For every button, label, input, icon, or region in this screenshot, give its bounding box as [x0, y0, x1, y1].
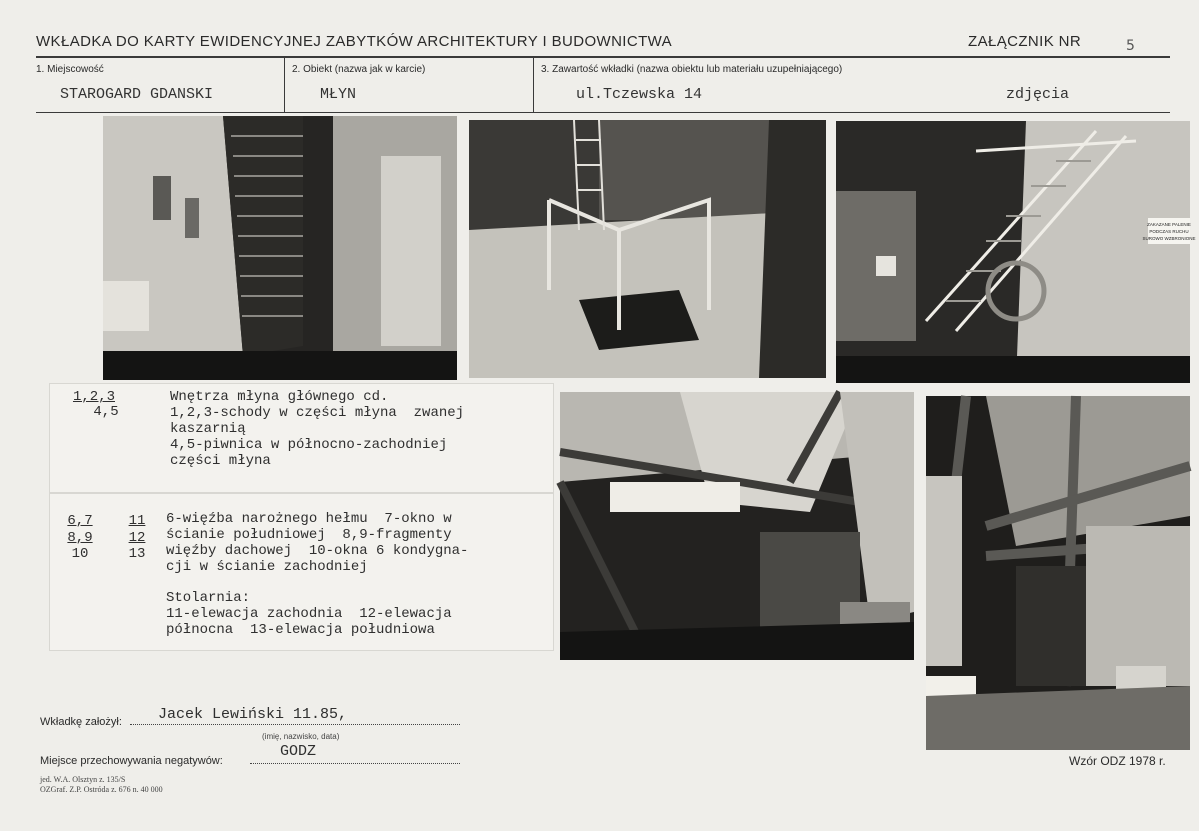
created-hint: (imię, nazwisko, data) — [262, 732, 340, 741]
annex-label: ZAŁĄCZNIK NR — [968, 33, 1082, 50]
object-label: 2. Obiekt (nazwa jak w karcie) — [292, 64, 426, 75]
photo-3 — [836, 121, 1196, 383]
form-title: WKŁADKA DO KARTY EWIDENCYJNEJ ZABYTKÓW ARCHITEKTURY I BUDOWNICTWA — [36, 33, 673, 50]
storage-line — [250, 763, 460, 764]
caption-1-ref-top: 1,2,3 — [72, 389, 115, 405]
caption-1-line-5: części młyna — [170, 453, 271, 469]
object-value: MŁYN — [320, 86, 357, 103]
caption-2-ref-left-1: 6,7 — [67, 513, 93, 529]
fields-bottom-rule — [36, 112, 1170, 113]
print-note-1: jed. W.A. Olsztyn z. 135/S — [40, 775, 126, 784]
caption-1-ref-bottom: 4,5 — [93, 404, 119, 420]
created-value: Jacek Lewiński 11.85, — [158, 706, 348, 723]
caption-2-line-2: ścianie południowej 8,9-fragmenty — [166, 527, 452, 543]
caption-2-line-4: cji w ścianie zachodniej — [166, 559, 368, 575]
content-label: 3. Zawartość wkładki (nazwa obiektu lub materiału uzupełniającego) — [541, 64, 843, 75]
content-type: zdjęcia — [1006, 86, 1070, 103]
field-separator-1 — [284, 58, 285, 112]
annex-number: 5 — [1126, 38, 1135, 54]
warning-sign-text: ZAKAZANE PALENIE — [1147, 222, 1191, 227]
caption-2-line-7: 11-elewacja zachodnia 12-elewacja — [166, 606, 452, 622]
caption-2-ref-right-3: 13 — [128, 546, 146, 562]
caption-1-line-2: 1,2,3-schody w części młyna zwanej — [170, 405, 465, 421]
caption-1-line-1: Wnętrza młyna głównego cd. — [170, 389, 389, 405]
locality-label: 1. Miejscowość — [36, 64, 104, 75]
caption-2-ref-right-2: 12 — [128, 530, 146, 546]
created-line — [130, 724, 460, 725]
storage-value: GODZ — [280, 743, 317, 760]
field-separator-2 — [533, 58, 534, 112]
created-label: Wkładkę założył: — [40, 716, 122, 728]
caption-2-ref-left-2: 8,9 — [67, 530, 93, 546]
photo-4 — [560, 392, 914, 660]
svg-text:PODCZAS RUCHU: PODCZAS RUCHU — [1149, 229, 1189, 234]
caption-1-line-4: 4,5-piwnica w północno-zachodniej — [170, 437, 448, 453]
caption-2-ref-right-1: 11 — [128, 513, 146, 529]
photo-2 — [469, 120, 826, 378]
header-rule — [36, 56, 1170, 58]
caption-2-line-3: więźby dachowej 10-okna 6 kondygna- — [166, 543, 469, 559]
photo-1 — [103, 116, 457, 380]
storage-label: Miejsce przechowywania negatywów: — [40, 755, 223, 767]
locality-value: STAROGARD GDANSKI — [60, 86, 214, 103]
svg-text:SUROWO WZBRONIONE: SUROWO WZBRONIONE — [1142, 236, 1196, 241]
photo-5 — [926, 396, 1190, 750]
form-model: Wzór ODZ 1978 r. — [1069, 754, 1166, 768]
caption-2-ref-left-3: 10 — [71, 546, 89, 562]
caption-1-line-3: kaszarnią — [170, 421, 246, 437]
print-note-2: OZGraf. Z.P. Ostróda z. 676 n. 40 000 — [40, 785, 163, 794]
caption-2-line-6: Stolarnia: — [166, 590, 251, 606]
content-value: ul.Tczewska 14 — [576, 86, 703, 103]
caption-2-line-8: północna 13-elewacja południowa — [166, 622, 435, 638]
caption-2-line-1: 6-więźba narożnego hełmu 7-okno w — [166, 511, 452, 527]
